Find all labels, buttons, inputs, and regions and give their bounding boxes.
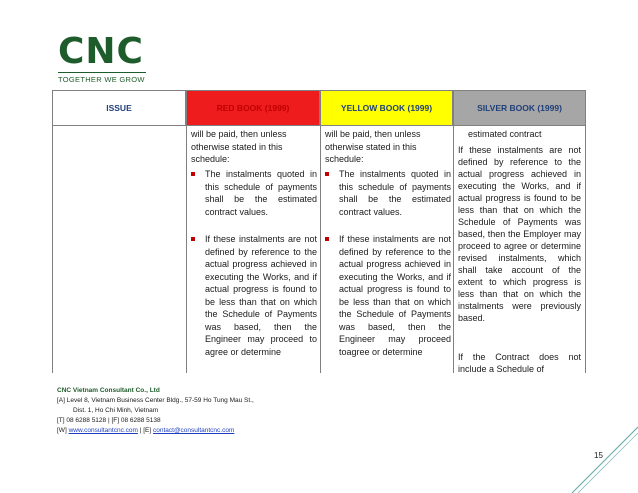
red-bullet-2-text: If these instalments are not defined by reference to the actual progress achieved in executing the Works, and if actual progress is found to be less than that on which the Schedule of Payments was based, then the Engineer may proceed to agree or determine [205,234,317,357]
bullet-marker-icon [191,237,195,241]
header-issue: ISSUE [52,90,186,126]
footer-contact [57,386,254,436]
header-yellow-book: YELLOW BOOK (1999) [320,90,453,126]
logo-tagline: TOGETHER WE GROW [58,75,145,84]
email-prefix: | [E] [137,427,153,434]
yellow-book-cell [320,126,453,373]
bullet-marker-icon [191,172,195,176]
page-number: 15 [594,451,603,460]
header-red-book: RED BOOK (1999) [186,90,320,126]
silver-top-text: estimated contract [468,129,542,139]
page-corner-decoration [568,423,638,493]
company-name: CNC Vietnam Consultant Co., Ltd [57,387,160,394]
company-logo [58,31,158,84]
bullet-marker-icon [325,172,329,176]
issue-cell [52,126,186,373]
address-line-2: Dist. 1, Ho Chi Minh, Vietnam [73,407,159,414]
comparison-table [52,90,586,373]
web-line [57,426,254,436]
red-book-cell [186,126,320,373]
bullet-marker-icon [325,237,329,241]
address-line-1: [A] Level 8, Vietnam Business Center Bldg., 57-59 Ho Tung Mau St., [57,397,254,404]
silver-paragraph-1: If these instalments are not defined by reference to the actual progress achieved in executing the Works, and if actual progress is found to be less than that on which the Schedule of Payments was based, then the Employer may proceed to agree or determine revised instalments, which shall take account of the extent to which progress is less than that on which the instalments were previously based. [458,145,581,323]
red-intro: will be paid, then unless otherwise stated in this schedule: [191,129,287,164]
phone-line: [T] 08 6288 5128 | [F] 08 6288 5138 [57,417,161,424]
logo-letters: CNC [58,31,144,72]
table-row [52,126,586,373]
email-link[interactable]: contact@consultantcnc.com [153,427,235,434]
logo-rule [58,72,146,73]
website-link[interactable]: www.consultantcnc.com [68,427,138,434]
web-prefix: [W] [57,427,69,434]
yellow-intro: will be paid, then unless otherwise stated in this schedule: [325,129,421,164]
silver-paragraph-2: If the Contract does not include a Schedule of [458,352,581,374]
red-bullet-1-text: The instalments quoted in this schedule of payments shall be the estimated contract values. [205,169,317,217]
yellow-bullet-1-text: The instalments quoted in this schedule of payments shall be the estimated contract values. [339,169,451,217]
silver-book-cell [453,126,586,373]
header-silver-book: SILVER BOOK (1999) [453,90,586,126]
yellow-bullet-2-text: If these instalments are not defined by reference to the actual progress achieved in executing the Works, and if actual progress is found to be less than that on which the Schedule of Payments was based, then the Engineer may proceed toagree or determine [339,234,451,357]
